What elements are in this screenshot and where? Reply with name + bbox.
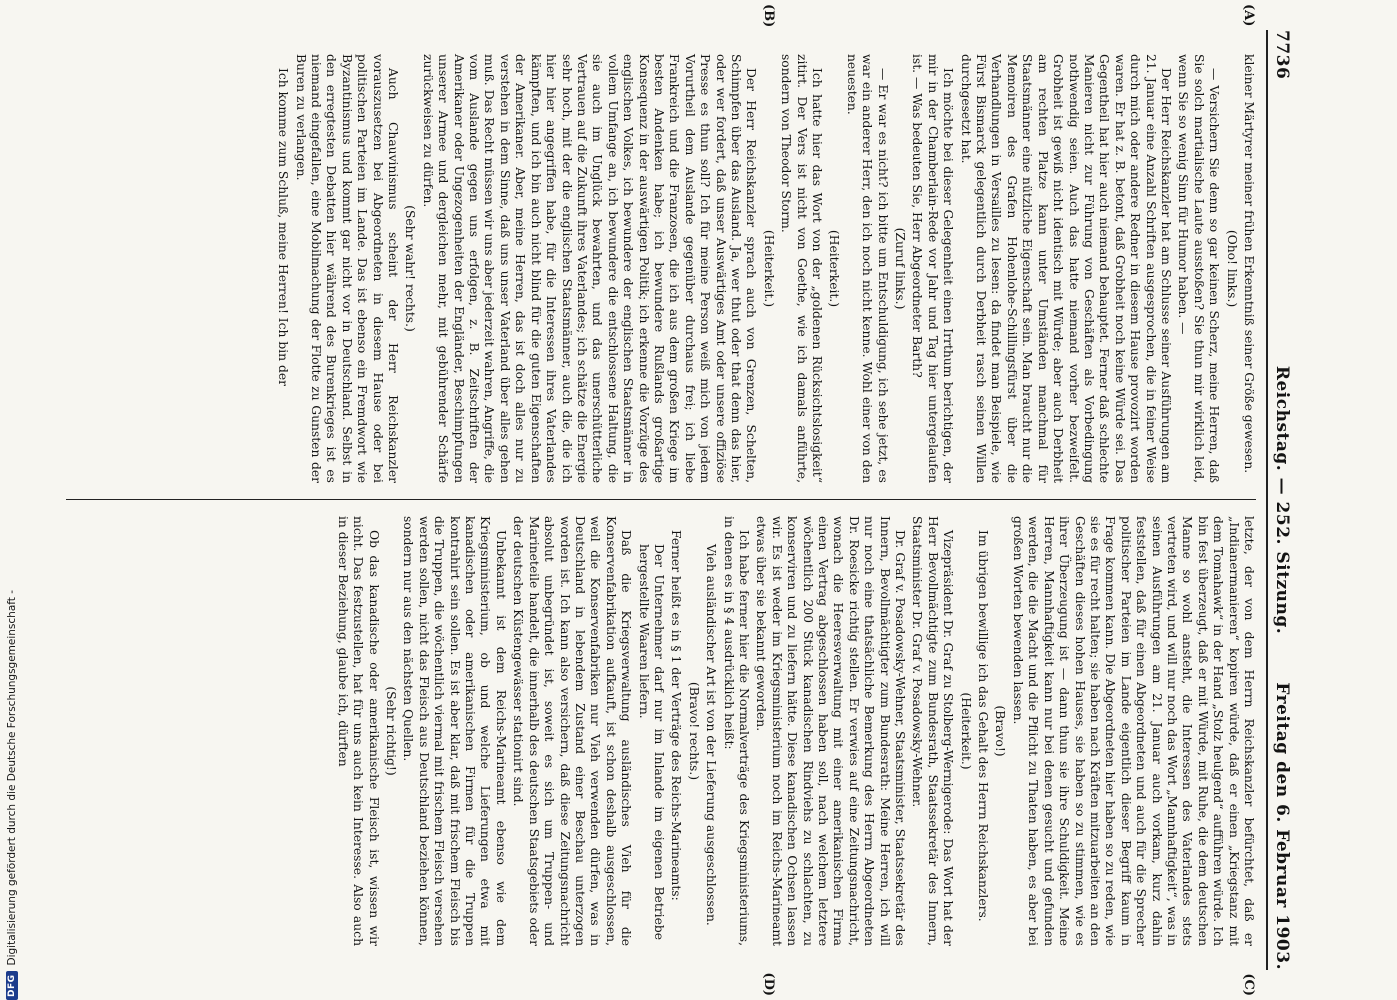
right-column <box>66 500 1256 970</box>
margin-marker-b: (B) <box>761 4 776 28</box>
interjection: (Sehr richtig!) <box>384 686 399 776</box>
footer-text: Digitalisierung gefördert durch die Deutsche Forschungsgemeinschaft - <box>6 589 18 966</box>
page-number: 7736 <box>1272 30 1292 80</box>
dfg-logo: DFG <box>6 971 18 1000</box>
paragraph: letzte, der von dem Herrn Reichskanzler befürchtet, daß er „Indianermanieren“ kopiren würde, daß er einen „Kriegstanz mit dem Tomahawk“ in der Hand „Stolz heulgend“ aufführen würde. Ich bin fest überzeugt, daß er mit Würde, mit Ruhe, die dem deutschen Manne so wohl ansteht, die Interessen des Vaterlandes stets vertreten wird, und will nur noch das Wort „Mannhaftigkeit“, was in seinen Ausführungen am 21. Januar auch vorkam, kurz dahin feststellen, daß für einen Abgeordneten und auch für die Sprecher politischer Parteien im Lande eigentlich dieser Begriff kaum in Frage kommen kann. Die Abgeordneten hier haben so zu reden, wie sie es für recht halten; sie haben nach Kräften mitzuarbeiten an den Geschäften dieses hohen Hauses, sie haben so zu stimmen, wie es ihrer Überzeugung ist — dann thun sie ihre Schuldigkeit. Meine Herren, Mannhaftigkeit kann nur bei denen gesucht und gefunden werden, die die Macht und die Pflicht zu Thaten haben, es aber bei großen Worten bewenden lassen. <box>1010 516 1256 946</box>
interjection: (Heiterkeit.) <box>827 229 842 308</box>
paragraph: Im übrigen bewillige ich das Gehalt des Herrn Reichskanzlers. <box>976 530 991 922</box>
interjection: (Sehr wahr! rechts.) <box>403 205 418 332</box>
paragraph: Ich möchte bei dieser Gelegenheit einen Irrthum berichtigen, der mir in der Chamberlain-Rede vor Jahr und Tag hier untergelaufen ist. — Was bedeuten Sie, Herr Abgeordneter Barth? <box>910 54 956 483</box>
interjection: (Bravo! rechts.) <box>686 681 701 781</box>
paragraph: kleiner Märtyrer meiner frühen Erkenntniß seiner Größe gewesen. <box>1242 54 1256 474</box>
page-title: Reichstag. — 252. Sitzung. <box>1272 365 1292 635</box>
paragraph: Auch Chauvinismus scheint der Herr Reichskanzler vorauszusetzen bei Abgeordneten in diesem Hause oder bei politischen Parteien im Lande. Das ist ebenso ein Fremdwort wie Byzantinismus und kommt gar nicht vor in Deutschland. Selbst in den erregtesten Debatten hier während des Burenkrieges ist es niemand eingefallen, eine Mobilmachung der Flotte zu Gunsten der Buren zu verlangen. <box>293 54 401 483</box>
paragraph: Ferner heißt es in § 1 der Verträge des Reichs-Marineamts: <box>669 530 684 901</box>
paragraph: Der Herr Reichskanzler hat am Schlusse seiner Ausführungen am 21. Januar eine Anzahl Schriften ausgesprochen, die in feiner Weise durch mich oder andere Redner in diesem Hause provozirt worden waren. Er hat z. B. betont, daß Grobheit noch keine Würde sei. Das Gegentheil hat hier auch niemand behauptet. Ferner daß schlechte Manieren nicht zur Führung von Geschäften als Vorbedingung nothwendig seien. Auch das hatte niemand vorher bezweifelt. Grobheit ist gewiß nicht identisch mit Würde; aber auch Derbheit am rechten Platze kann unter Umständen manchmal für Staatsmänner eine nützliche Eigenschaft sein. Man braucht nur die Memoiren des Grafen Hohenlohe-Schillingsfürst über die Verhandlungen in Versailles zu lesen: da findet man Beispiele, wie Fürst Bismarck gelegentlich durch Derbheit rasch seinen Willen durchgesetzt hat. <box>958 54 1173 483</box>
interjection: (Oho! links.) <box>1224 229 1239 308</box>
quoted-text: Der Unternehmer darf nur im Inlande im eigenen Betriebe hergestellte Waaren liefern. <box>636 544 666 940</box>
margin-marker-a: (A) <box>1241 4 1256 27</box>
paragraph: Ob das kanadische oder amerikanische Fleisch ist, wissen wir nicht. Das festzustellen, hat für uns auch kein Interesse. Also auch in dieser Beziehung, glaube ich, dürften <box>335 516 381 946</box>
paragraph: Vizepräsident Dr. Graf zu Stolberg-Wernigerode: Das Wort hat der Herr Bevollmächtigte zum Bundesrath, Staatssekretär des Innern, Staatsminister Dr. Graf v. Posadowsky-Wehner. <box>910 516 956 946</box>
paragraph: Der Herr Reichskanzler sprach auch von Grenzen, Schelten, Schimpfen über das Ausland. Ja, wer thut oder that denn das hier, oder wer fordert, daß unser Auswärtiges Amt oder unsere offiziöse Presse es thun soll? Ich für meine Person weiß mich von jedem Vorurtheil dem Auslande gegenüber durchaus frei; ich liebe Frankreich und die Franzosen, die ich aus dem großen Kriege im besten Andenken habe; ich bewundere Rußlands großartige Konsequenz in der auswärtigen Politik; ich erkenne die Vorzüge des englischen Volkes, ich bewundere der englischen Staatsmänner in vollem Umfange an, ich bewundere die entschlossene Haltung, die sie auch im Unglück bewahrten, und das unerschütterliche Vertrauen auf die Zukunft ihres Vaterlandes; ich schätze die Energie sehr hoch, mit der die englischen Staatsmänner, auch die, die ich hier hier angegriffen habe, für die Interessen ihres Vaterlandes kämpften, und ich bin auch nicht blind für die guten Eigenschaften der Amerikaner. Aber, meine Herren, das ist doch alles nur zu verstehen in dem Sinne, daß uns unser Vaterland über alles gehen muß. Das Recht müssen wir uns aber jederzeit wahren, Angriffe, die vom Auslande gegen uns erfolgen, z. B. Zeitschriften der Amerikaner oder Ungezogenheiten der Engländer, Beschimpfungen unserer Armee und dergleichen mehr, mit gebührender Schärfe zurückweisen zu dürfen. <box>420 54 759 483</box>
interjection: (Zuruf links.) <box>893 227 908 310</box>
interjection: (Bravo!) <box>993 705 1008 757</box>
paragraph: Dr. Graf v. Posadowsky-Wehner, Staatsminister, Staatssekretär des Innern, Bevollmächtigter zum Bundesrath: Meine Herren, ich will nur noch eine thatsächliche Bemerkung des Herrn Abgeordneten Dr. Roesicke richtig stellen. Er verwies auf eine Zeitungsnachricht, wonach die Heeresverwaltung mit einer amerikanischen Firma einen Vertrag abgeschlossen haben soll, nach welchem letztere wöchentlich 200 Stück kanadischen Rindviehs zu schlachten, zu konserviren und zu liefern hätte. Diese kanadischen Ochsen lassen wir. Es ist weder im Kriegsministerium noch im Reichs-Marineamt etwas über sie bekannt geworden. <box>754 516 908 946</box>
footer-strip <box>0 0 20 1000</box>
page-date: Freitag den 6. Februar 1903. <box>1272 682 1292 970</box>
interjection: (Heiterkeit.) <box>761 229 776 308</box>
document-page <box>10 0 1320 1000</box>
margin-marker-d: (D) <box>761 972 776 996</box>
quoted-text: Vieh ausländischer Art ist von der Lieferung ausgeschlossen. <box>704 544 719 926</box>
page-header <box>1266 30 1306 970</box>
paragraph: — Er war es nicht? ich bitte um Entschuldigung, ich sehe jetzt, es war ein anderer Herr, den ich noch nicht kenne. Wohl einer von den neuesten. <box>844 54 890 483</box>
text-columns <box>66 4 1256 996</box>
paragraph: Ich hatte hier das Wort von der „goldenen Rücksichtslosigkeit“ zitirt. Der Vers ist nicht von Goethe, wie ich damals anführte, sondern von Theodor Storm. <box>779 54 825 483</box>
paragraph: Ich habe ferner hier die Normalverträge des Kriegsministeriums, in denen es in § 4 ausdrücklich heißt: <box>721 516 751 946</box>
footer <box>2 0 22 1000</box>
interjection: (Heiterkeit.) <box>958 692 973 770</box>
paragraph: — Versichern Sie denn so gar keinen Scherz, meine Herren, daß Sie solch martialische Laute ausstoßen? Sie thun mir wirklich leid, wenn Sie so wenig Sinn für Humor haben. — <box>1176 54 1222 483</box>
margin-marker-c: (C) <box>1241 973 1256 996</box>
paragraph: Unbekannt ist dem Reichs-Marineamt ebenso wie dem Kriegsministerium, ob und welche Lieferungen etwa mit kanadischen oder amerikanischen Firmen für die Truppen kontrahirt sein sollen. Es ist aber klar, daß mit frischem Fleisch bis die Truppen, die wöchentlich viermal mit frischem Fleisch versehen werden sollen, nicht das Fleisch aus Deutschland beziehen können, sondern nur aus den nächsten Quellen. <box>401 516 508 946</box>
left-column <box>66 30 1256 500</box>
paragraph: Daß die Kriegsverwaltung ausländisches Vieh für die Konservenfabrikation aufkauft, ist schon deshalb ausgeschlossen, weil die Konservenfabriken nur Vieh verwenden dürfen, was in Deutschland in lebendem Zustand einer Beschau unterzogen worden ist. Ich kann also versichern, daß diese Zeitungsnachricht absolut unbegründet ist, soweit es sich um Truppen- und Marineteile handelt, die innerhalb des deutschen Staatsgebiets oder der deutschen Küstengewässer stationirt sind. <box>511 516 634 946</box>
paragraph: Ich komme zum Schluß, meine Herren! Ich bin der <box>276 68 291 387</box>
